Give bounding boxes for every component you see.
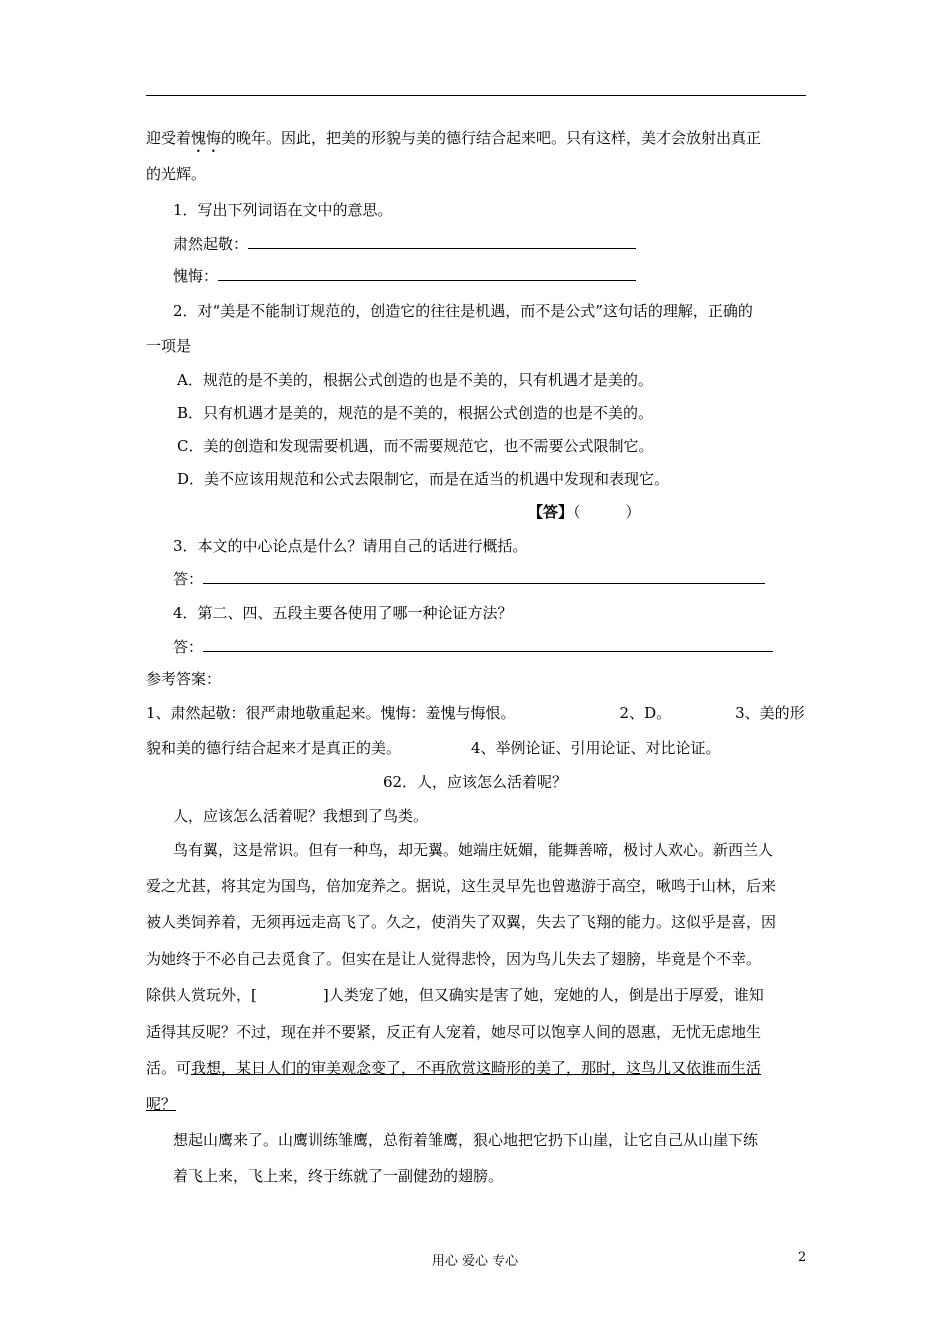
paragraph-line: 活。可我想，某日人们的审美观念变了，不再欣赏这畸形的美了，那时，这鸟儿又依谁而生活 [146, 1059, 762, 1077]
page-number: 2 [798, 1250, 807, 1265]
underlined-sentence: 呢？ [146, 1095, 177, 1113]
question-3-answer: 答： [173, 569, 765, 589]
section-title: 62．人，应该怎么活着呢？ [382, 773, 568, 791]
question-3-stem: 3．本文的中心论点是什么？请用自己的话进行概括。 [173, 537, 528, 555]
answer-blank [203, 637, 773, 652]
answer-blank [218, 266, 636, 281]
emphasized-word: 愧悔 [191, 129, 222, 147]
option-d: D．美不应该用规范和公式去限制它，而是在适当的机遇中发现和表现它。 [177, 470, 670, 488]
paragraph-line: 着飞上来，飞上来，终于练就了一副健劲的翅膀。 [173, 1167, 504, 1185]
answer-slot: 【答】（ ） [528, 503, 641, 521]
paragraph-line: 适得其反呢？不过，现在并不要紧，反正有人宠着，她尽可以饱享人间的恩惠，无忧无虑地生 [146, 1023, 762, 1041]
reference-line: 貌和美的德行结合起来才是真正的美。 4、举例论证、引用论证、对比论证。 [146, 739, 721, 757]
question-1-item: 肃然起敬： [173, 234, 636, 254]
paragraph-line [146, 1094, 176, 1114]
reference-line: 1、肃然起敬：很严肃地敬重起来。愧悔：羞愧与悔恨。 2、D。 3、美的形 [146, 704, 805, 722]
question-4-answer: 答： [173, 637, 773, 657]
passage-line: 的光辉。 [146, 165, 207, 183]
question-1-stem: 1．写出下列词语在文中的意思。 [173, 201, 393, 219]
option-a: A．规范的是不美的，根据公式创造的也是不美的，只有机遇才是美的。 [177, 371, 653, 389]
header-rule [146, 95, 806, 96]
paragraph-line: 想起山鹰来了。山鹰训练雏鹰，总衔着雏鹰，狠心地把它扔下山崖，让它自己从山崖下练 [173, 1131, 759, 1149]
option-b: B．只有机遇才是美的，规范的是不美的，根据公式创造的也是不美的。 [177, 404, 654, 422]
paragraph-line: 鸟有翼，这是常识。但有一种鸟，却无翼。她端庄妩媚，能舞善啼，极讨人欢心。新西兰人 [173, 841, 774, 859]
paragraph-line: 除供人赏玩外，[ ]人类宠了她，但又确实是害了她，宠她的人，倒是出于厚爱，谁知 [146, 986, 764, 1004]
passage-line: 迎受着愧悔的晚年。因此，把美的形貌与美的德行结合起来吧。只有这样，美才会放射出真正 [146, 129, 762, 147]
reference-heading: 参考答案： [146, 670, 222, 688]
question-4-stem: 4．第二、四、五段主要各使用了哪一种论证方法？ [173, 604, 513, 622]
question-2-stem: 一项是 [146, 337, 192, 355]
paragraph-line: 爱之尤甚，将其定为国鸟，倍加宠养之。据说，这生灵早先也曾遨游于高空，啾鸣于山林，后来 [146, 877, 777, 895]
underlined-sentence: 我想，某日人们的审美观念变了，不再欣赏这畸形的美了，那时，这鸟儿又依谁而生活 [191, 1059, 762, 1077]
paragraph-line: 为她终于不必自己去觅食了。但实在是让人觉得悲怜，因为鸟儿失去了翅膀，毕竟是个不幸。 [146, 950, 762, 968]
footer-motto: 用心 爱心 专心 [431, 1254, 519, 1269]
question-2-stem: 2．对“美是不能制订规范的，创造它的往往是机遇，而不是公式”这句话的理解，正确的 [173, 302, 753, 320]
paragraph-line: 被人类饲养着，无须再远走高飞了。久之，使消失了双翼，失去了飞翔的能力。这似乎是喜，因 [146, 913, 777, 931]
answer-blank [248, 234, 636, 249]
answer-blank [203, 569, 765, 584]
option-c: C．美的创造和发现需要机遇，而不需要规范它，也不需要公式限制它。 [177, 437, 654, 455]
question-1-item: 愧悔： [173, 266, 636, 286]
paragraph-line: 人，应该怎么活着呢？我想到了鸟类。 [173, 807, 429, 825]
